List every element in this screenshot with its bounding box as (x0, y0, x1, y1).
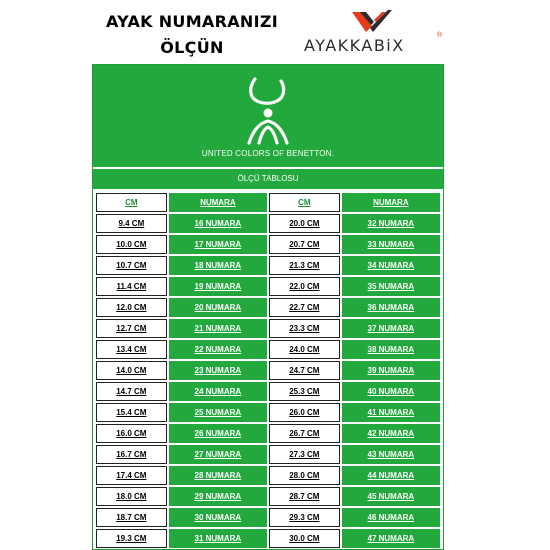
header-cm-right: CM (269, 193, 340, 212)
cm-cell: 11.4 CM (96, 277, 167, 296)
table-row (96, 487, 440, 506)
numara-cell: 22 NUMARA (169, 340, 267, 359)
numara-cell: 38 NUMARA (342, 340, 440, 359)
benetton-banner (93, 65, 443, 167)
cm-cell: 13.4 CM (96, 340, 167, 359)
numara-cell: 39 NUMARA (342, 361, 440, 380)
numara-cell: 40 NUMARA (342, 382, 440, 401)
table-body (96, 214, 440, 548)
cm-cell: 20.7 CM (269, 235, 340, 254)
cm-cell: 14.7 CM (96, 382, 167, 401)
table-row (96, 298, 440, 317)
numara-cell: 27 NUMARA (169, 445, 267, 464)
table-row (96, 508, 440, 527)
cm-cell: 19.3 CM (96, 529, 167, 548)
cm-cell: 29.3 CM (269, 508, 340, 527)
numara-cell: 47 NUMARA (342, 529, 440, 548)
cm-cell: 10.0 CM (96, 235, 167, 254)
benetton-brand-text: UNITED COLORS OF BENETTON. (201, 149, 335, 158)
numara-cell: 32 NUMARA (342, 214, 440, 233)
table-header-row (96, 193, 440, 212)
table-row (96, 445, 440, 464)
cm-cell: 18.0 CM (96, 487, 167, 506)
numara-cell: 23 NUMARA (169, 361, 267, 380)
cm-cell: 22.0 CM (269, 277, 340, 296)
table-row (96, 361, 440, 380)
cm-cell: 9.4 CM (96, 214, 167, 233)
cm-cell: 21.3 CM (269, 256, 340, 275)
numara-cell: 43 NUMARA (342, 445, 440, 464)
numara-cell: 28 NUMARA (169, 466, 267, 485)
cm-cell: 16.7 CM (96, 445, 167, 464)
cm-cell: 12.7 CM (96, 319, 167, 338)
numara-cell: 34 NUMARA (342, 256, 440, 275)
table-row (96, 424, 440, 443)
ayakkabix-logo-icon (352, 10, 392, 36)
cm-cell: 23.3 CM (269, 319, 340, 338)
numara-cell: 20 NUMARA (169, 298, 267, 317)
cm-cell: 10.7 CM (96, 256, 167, 275)
cm-cell: 22.7 CM (269, 298, 340, 317)
numara-cell: 25 NUMARA (169, 403, 267, 422)
numara-cell: 45 NUMARA (342, 487, 440, 506)
numara-cell: 30 NUMARA (169, 508, 267, 527)
cm-cell: 20.0 CM (269, 214, 340, 233)
numara-cell: 46 NUMARA (342, 508, 440, 527)
numara-cell: 21 NUMARA (169, 319, 267, 338)
cm-cell: 15.4 CM (96, 403, 167, 422)
cm-cell: 17.4 CM (96, 466, 167, 485)
cm-cell: 24.7 CM (269, 361, 340, 380)
brand-logo (304, 8, 446, 58)
page-title: AYAK NUMARANIZI (105, 12, 279, 31)
table-row (96, 529, 440, 548)
cm-cell: 25.3 CM (269, 382, 340, 401)
numara-cell: 26 NUMARA (169, 424, 267, 443)
numara-cell: 37 NUMARA (342, 319, 440, 338)
table-row (96, 214, 440, 233)
numara-cell: 24 NUMARA (169, 382, 267, 401)
cm-cell: 24.0 CM (269, 340, 340, 359)
numara-cell: 35 NUMARA (342, 277, 440, 296)
numara-cell: 16 NUMARA (169, 214, 267, 233)
numara-cell: 33 NUMARA (342, 235, 440, 254)
size-chart-panel (92, 64, 444, 550)
numara-cell: 31 NUMARA (169, 529, 267, 548)
table-row (96, 382, 440, 401)
table-title: ÖLÇÜ TABLOSU (93, 169, 443, 189)
cm-cell: 18.7 CM (96, 508, 167, 527)
header-cm-left: CM (96, 193, 167, 212)
table-row (96, 277, 440, 296)
numara-cell: 18 NUMARA (169, 256, 267, 275)
cm-cell: 14.0 CM (96, 361, 167, 380)
table-row (96, 403, 440, 422)
cm-cell: 16.0 CM (96, 424, 167, 443)
cm-cell: 27.3 CM (269, 445, 340, 464)
numara-cell: 19 NUMARA (169, 277, 267, 296)
table-row (96, 340, 440, 359)
cm-cell: 26.0 CM (269, 403, 340, 422)
page-subtitle: ÖLÇÜN (160, 38, 224, 57)
cm-cell: 30.0 CM (269, 529, 340, 548)
numara-cell: 42 NUMARA (342, 424, 440, 443)
numara-cell: 36 NUMARA (342, 298, 440, 317)
benetton-people-icon (245, 73, 291, 145)
header-numara-right: NUMARA (342, 193, 440, 212)
cm-cell: 28.7 CM (269, 487, 340, 506)
table-row (96, 235, 440, 254)
numara-cell: 29 NUMARA (169, 487, 267, 506)
table-row (96, 466, 440, 485)
header-numara-left: NUMARA (169, 193, 267, 212)
numara-cell: 44 NUMARA (342, 466, 440, 485)
registered-mark: ® (437, 32, 443, 39)
cm-cell: 26.7 CM (269, 424, 340, 443)
cm-cell: 12.0 CM (96, 298, 167, 317)
numara-cell: 41 NUMARA (342, 403, 440, 422)
size-table (94, 191, 442, 550)
numara-cell: 17 NUMARA (169, 235, 267, 254)
cm-cell: 28.0 CM (269, 466, 340, 485)
table-row (96, 256, 440, 275)
brand-name: AYAKKABiX (304, 36, 405, 55)
table-row (96, 319, 440, 338)
